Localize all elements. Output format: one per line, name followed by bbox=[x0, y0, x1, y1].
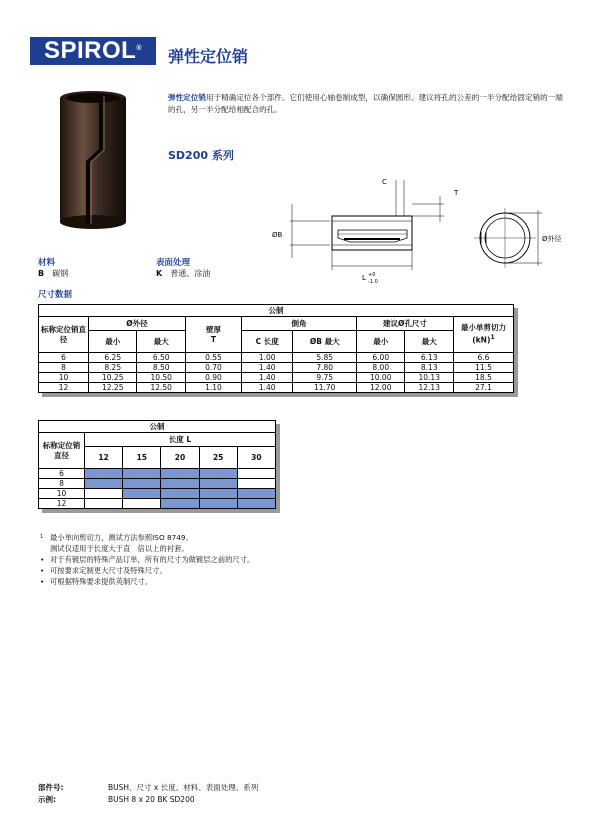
spec-cell: 6.50 bbox=[137, 353, 185, 363]
spec-h-hole-min: 最小 bbox=[357, 331, 405, 353]
dim-l-tol-plus: +0 bbox=[368, 272, 376, 278]
spec-cell: 12 bbox=[39, 383, 89, 393]
spec-cell: 11.70 bbox=[293, 383, 357, 393]
unavailable-cell bbox=[237, 469, 275, 479]
unavailable-cell bbox=[123, 499, 161, 509]
length-col-header: 20 bbox=[161, 447, 199, 469]
available-cell bbox=[199, 479, 237, 489]
spec-cell: 1.10 bbox=[185, 383, 241, 393]
length-col-header: 25 bbox=[199, 447, 237, 469]
table-row bbox=[39, 499, 276, 509]
spec-cell: 12.13 bbox=[405, 383, 454, 393]
dims-label: 尺寸数据 bbox=[38, 290, 73, 300]
available-cell bbox=[199, 469, 237, 479]
table-row bbox=[39, 489, 276, 499]
spirol-logo: SPIROL® bbox=[30, 37, 156, 65]
spec-h-hole: 建议Ø孔尺寸 bbox=[357, 317, 454, 331]
table-row bbox=[39, 353, 514, 363]
available-cell bbox=[123, 479, 161, 489]
spec-cell: 11.5 bbox=[454, 363, 514, 373]
product-photo bbox=[52, 88, 134, 232]
length-col-header: 12 bbox=[85, 447, 123, 469]
note-1b: 测试仅适用于长度大于直 倍以上的衬套。 bbox=[50, 544, 189, 553]
table-row bbox=[39, 469, 276, 479]
available-cell bbox=[199, 499, 237, 509]
table-row bbox=[39, 373, 514, 383]
available-cell bbox=[85, 479, 123, 489]
available-cell bbox=[237, 489, 275, 499]
spec-cell: 1.40 bbox=[241, 383, 292, 393]
spec-cell: 0.90 bbox=[185, 373, 241, 383]
spec-h-od: Ø外径 bbox=[89, 317, 186, 331]
spec-cell: 7.80 bbox=[293, 363, 357, 373]
dim-l-tol-minus: -1.0 bbox=[368, 279, 378, 285]
material-label: 材料 bbox=[38, 258, 56, 268]
material-value: B 碳钢 bbox=[38, 269, 69, 278]
spec-cell: 5.85 bbox=[293, 353, 357, 363]
spec-cell: 1.40 bbox=[241, 363, 292, 373]
spec-cell: 1.40 bbox=[241, 373, 292, 383]
spec-h-chamfer: 倒角 bbox=[241, 317, 356, 331]
spec-cell: 12.00 bbox=[357, 383, 405, 393]
length-h-nominal: 标称定位销直径 bbox=[39, 433, 85, 469]
available-cell bbox=[123, 469, 161, 479]
available-cell bbox=[199, 489, 237, 499]
length-group-header: 公制 bbox=[39, 421, 276, 433]
technical-drawing bbox=[270, 170, 580, 290]
spec-cell: 12.50 bbox=[137, 383, 185, 393]
length-col-header: 15 bbox=[123, 447, 161, 469]
spec-h-od-max: 最大 bbox=[137, 331, 185, 353]
available-cell bbox=[161, 479, 199, 489]
available-cell bbox=[161, 489, 199, 499]
spec-cell: 6.25 bbox=[89, 353, 137, 363]
spec-cell: 18.5 bbox=[454, 373, 514, 383]
length-diameter-cell: 10 bbox=[39, 489, 85, 499]
spec-table bbox=[38, 304, 514, 393]
spec-cell: 8.00 bbox=[357, 363, 405, 373]
intro-text: 弹性定位销用于精确定位各个部件。它们使用心轴卷制成型，以确保圆形。建议将孔的公差的一半分配给固定销的一端的孔，另一半分配给相配合的孔。 bbox=[168, 93, 563, 114]
spec-cell: 8.13 bbox=[405, 363, 454, 373]
table-row bbox=[39, 479, 276, 489]
finish-label: 表面处理 bbox=[156, 258, 191, 268]
available-cell bbox=[85, 469, 123, 479]
dim-ob: ØB bbox=[272, 231, 283, 239]
part-number-line: 部件号: BUSH、尺寸 x 长度、材料、表面处理、系列 bbox=[38, 783, 259, 792]
unavailable-cell bbox=[237, 479, 275, 489]
length-diameter-cell: 6 bbox=[39, 469, 85, 479]
spec-cell: 27.1 bbox=[454, 383, 514, 393]
spec-h-nominal: 标称定位销直径 bbox=[39, 317, 89, 353]
spec-cell: 6.00 bbox=[357, 353, 405, 363]
length-diameter-cell: 12 bbox=[39, 499, 85, 509]
length-col-header: 30 bbox=[237, 447, 275, 469]
page-title: 弹性定位销 bbox=[168, 47, 249, 66]
spec-h-wall: 壁厚 T bbox=[185, 317, 241, 353]
table-row bbox=[39, 383, 514, 393]
available-cell bbox=[237, 499, 275, 509]
spec-cell: 10.00 bbox=[357, 373, 405, 383]
length-table bbox=[38, 420, 276, 509]
dim-t: T bbox=[454, 189, 459, 197]
spec-group-header: 公制 bbox=[39, 305, 514, 317]
spec-cell: 6.13 bbox=[405, 353, 454, 363]
available-cell bbox=[123, 489, 161, 499]
spec-cell: 10.13 bbox=[405, 373, 454, 383]
spec-cell: 10 bbox=[39, 373, 89, 383]
note-3: • 可按要求定制更大尺寸及特殊尺寸。 bbox=[40, 566, 167, 575]
example-line: 示例: BUSH 8 x 20 BK SD200 bbox=[38, 795, 195, 804]
spec-cell: 8.50 bbox=[137, 363, 185, 373]
spec-cell: 0.55 bbox=[185, 353, 241, 363]
available-cell bbox=[161, 469, 199, 479]
spec-h-hole-max: 最大 bbox=[405, 331, 454, 353]
spec-h-ob-max: ØB 最大 bbox=[293, 331, 357, 353]
spec-cell: 10.50 bbox=[137, 373, 185, 383]
note-1: 1 最小单向剪切力，测试方法参照ISO 8749。 bbox=[40, 533, 193, 542]
available-cell bbox=[161, 499, 199, 509]
spec-h-c-len: C 长度 bbox=[241, 331, 292, 353]
dim-od: Ø外径 bbox=[542, 235, 562, 243]
length-diameter-cell: 8 bbox=[39, 479, 85, 489]
spec-cell: 8 bbox=[39, 363, 89, 373]
spec-cell: 1.00 bbox=[241, 353, 292, 363]
spec-cell: 6.6 bbox=[454, 353, 514, 363]
spec-cell: 8.25 bbox=[89, 363, 137, 373]
footnotes bbox=[40, 532, 254, 587]
dim-l: L bbox=[362, 274, 366, 282]
finish-value: K 普通、涂油 bbox=[156, 269, 211, 278]
spec-cell: 6 bbox=[39, 353, 89, 363]
spec-cell: 12.25 bbox=[89, 383, 137, 393]
table-row bbox=[39, 363, 514, 373]
unavailable-cell bbox=[85, 499, 123, 509]
spec-cell: 9.75 bbox=[293, 373, 357, 383]
spec-h-od-min: 最小 bbox=[89, 331, 137, 353]
note-2: • 对于有镀层的特殊产品订单，所有的尺寸为做镀层之前的尺寸。 bbox=[40, 555, 255, 564]
note-4: • 可根据特殊要求提供英制尺寸。 bbox=[40, 577, 153, 586]
spec-h-shear: 最小单剪切力 (kN)$^1$ bbox=[454, 317, 514, 353]
dim-c: C bbox=[382, 178, 387, 186]
unavailable-cell bbox=[85, 489, 123, 499]
spec-cell: 10.25 bbox=[89, 373, 137, 383]
spec-cell: 0.70 bbox=[185, 363, 241, 373]
series-label: SD200 系列 bbox=[168, 149, 234, 162]
length-h-length: 长度 L bbox=[85, 433, 276, 447]
